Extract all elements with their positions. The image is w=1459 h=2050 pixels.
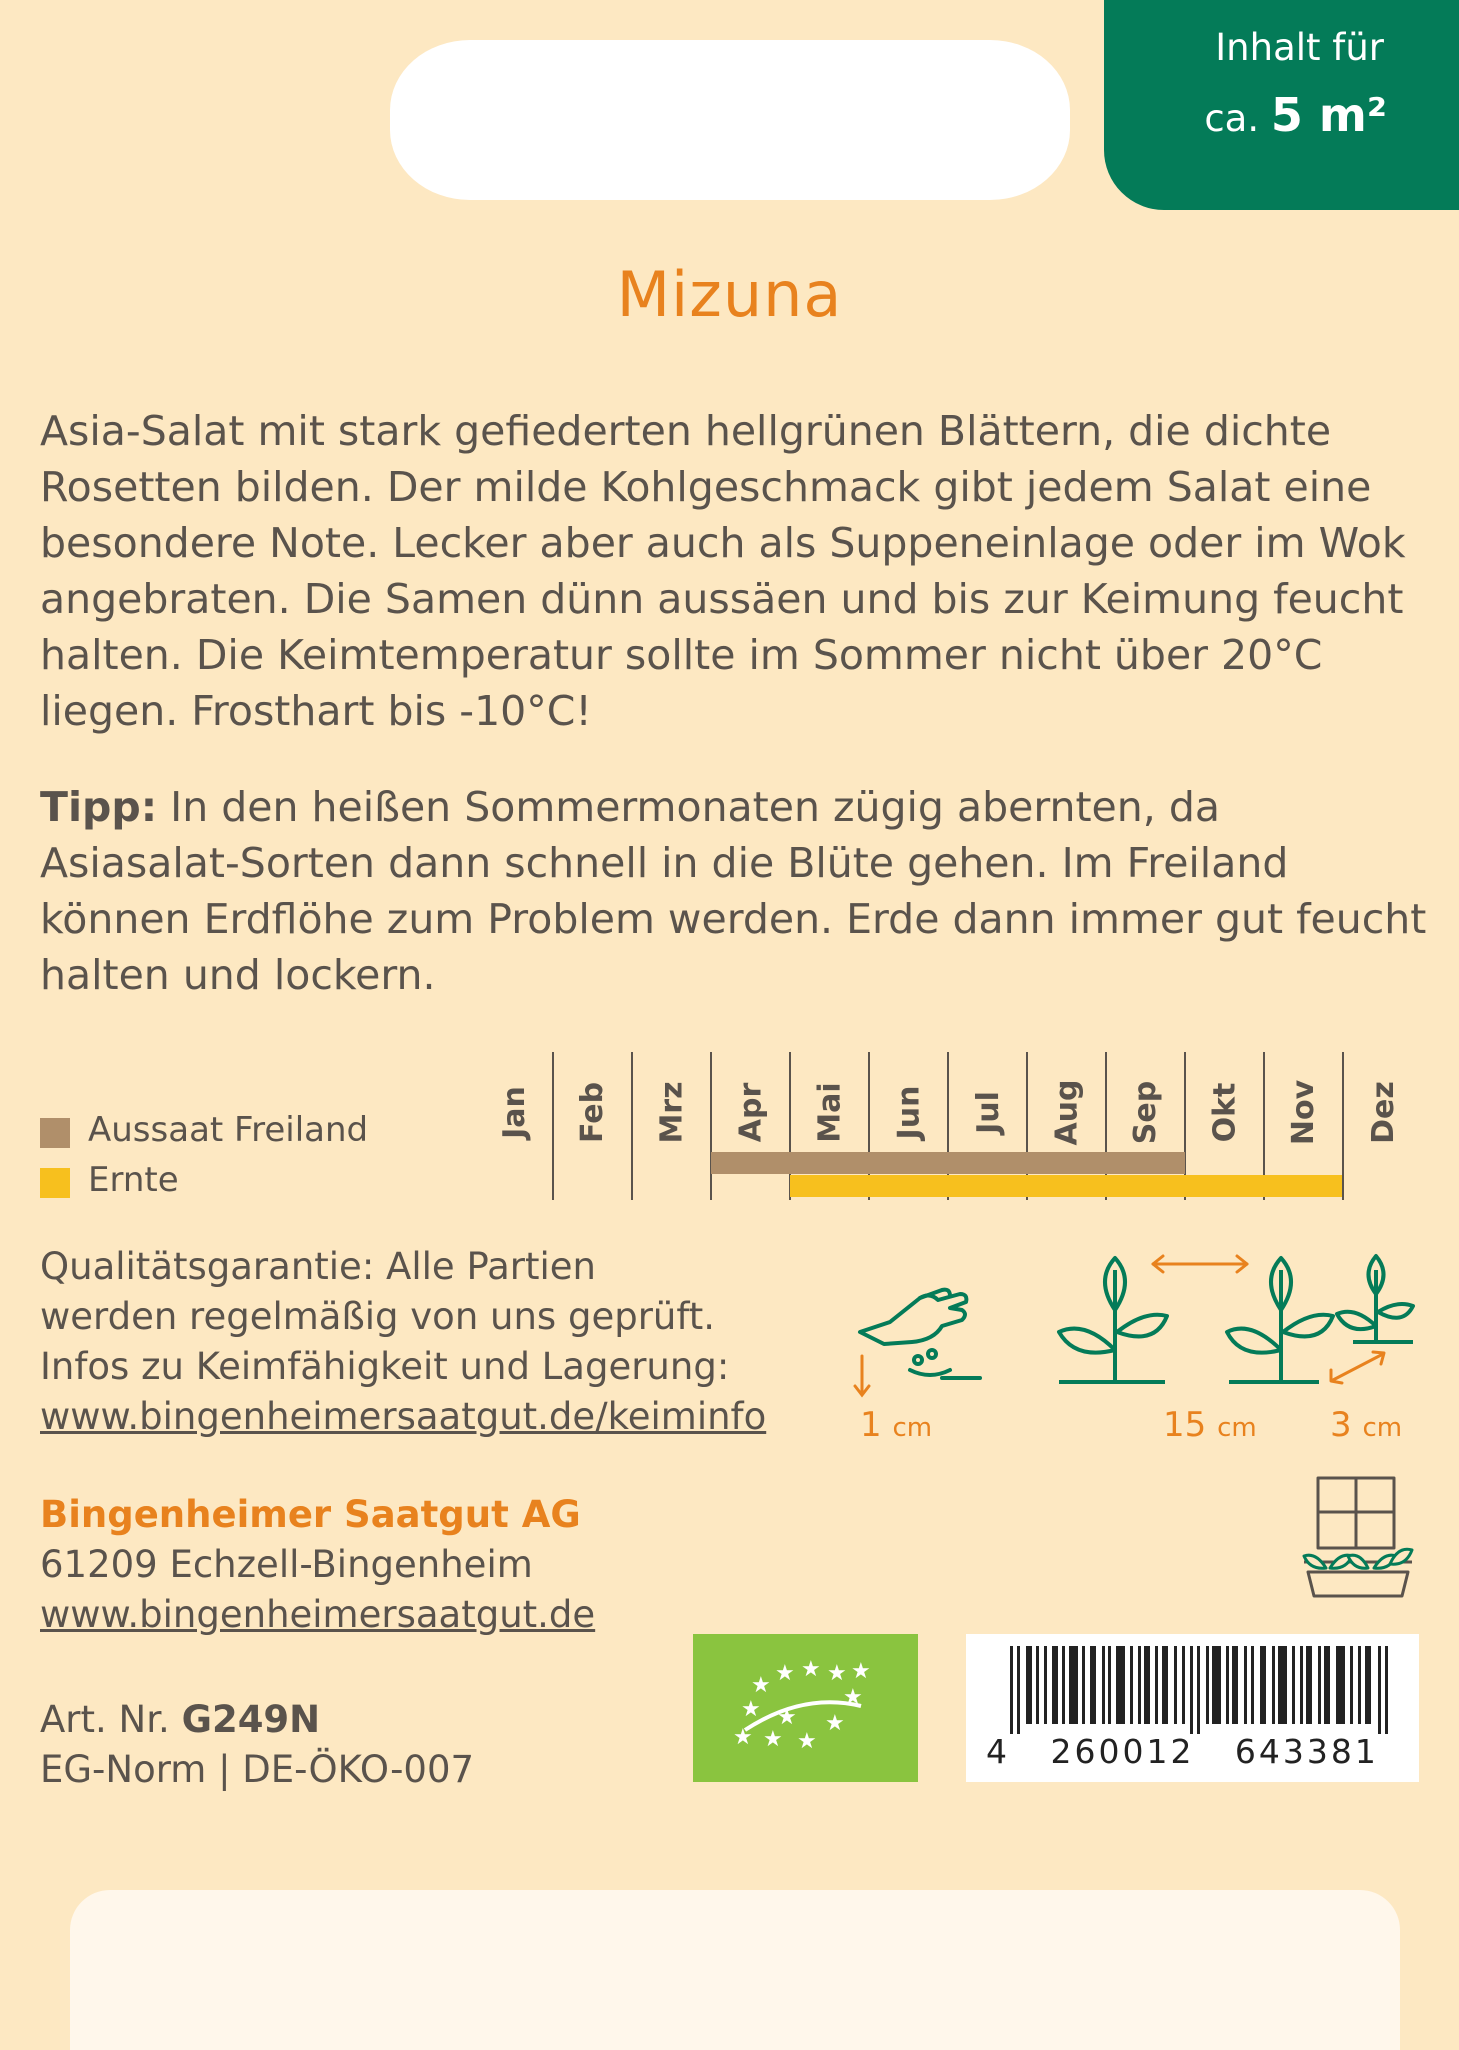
month-jul: Jul [970, 1090, 1006, 1134]
seedling-row-spacing-icon [1055, 1250, 1225, 1390]
month-divider [1342, 1052, 1344, 1200]
article-info [40, 1695, 474, 1795]
svg-text:★: ★ [843, 1685, 863, 1710]
month-mai: Mai [812, 1081, 848, 1143]
plant-spacing-measure: 3 cm [1330, 1405, 1403, 1445]
month-divider [710, 1052, 712, 1200]
badge-prefix: ca. [1204, 97, 1260, 140]
svg-text:★: ★ [741, 1697, 761, 1722]
tip-paragraph [40, 779, 1430, 1003]
barcode-bars [1010, 1646, 1395, 1734]
legend-swatch-sowing [40, 1118, 70, 1148]
depth-measure: 1 cm [860, 1405, 933, 1445]
badge-label: Inhalt für [1215, 26, 1384, 69]
sowing-hand-icon [850, 1270, 1000, 1400]
svg-text:★: ★ [801, 1657, 821, 1682]
keiminfo-link[interactable]: www.bingenheimersaatgut.de/keiminfo [40, 1395, 767, 1438]
harvest-bar [790, 1175, 1342, 1197]
article-norm: EG-Norm | DE-ÖKO-007 [40, 1748, 475, 1791]
legend-swatch-harvest [40, 1168, 70, 1198]
svg-text:★: ★ [751, 1673, 771, 1698]
quality-line: Qualitätsgarantie: Alle Partien [40, 1245, 596, 1288]
quality-line: werden regelmäßig von uns geprüft. [40, 1295, 716, 1338]
seedling-plant-spacing-icon [1223, 1250, 1423, 1390]
company-address: 61209 Echzell-Bingenheim [40, 1543, 533, 1586]
month-feb: Feb [575, 1081, 611, 1143]
month-divider [552, 1052, 554, 1200]
legend-label-harvest: Ernte [88, 1160, 179, 1200]
company-name: Bingenheimer Saatgut AG [40, 1493, 581, 1536]
article-number-line [40, 1695, 474, 1745]
legend-label-sowing: Aussaat Freiland [88, 1110, 369, 1150]
badge-value: 5 m² [1270, 88, 1387, 142]
month-jun: Jun [891, 1085, 927, 1139]
quality-line: Infos zu Keimfähigkeit und Lagerung: [40, 1345, 730, 1388]
svg-text:★: ★ [851, 1659, 871, 1684]
tip-label: Tipp: [40, 783, 158, 831]
article-number: G249N [181, 1698, 321, 1741]
svg-text:★: ★ [797, 1729, 817, 1754]
quality-info [40, 1242, 766, 1442]
barcode [966, 1634, 1419, 1782]
svg-text:★: ★ [763, 1727, 783, 1752]
product-title: Mizuna [616, 258, 843, 331]
company-website[interactable]: www.bingenheimersaatgut.de [40, 1593, 596, 1636]
svg-text:★: ★ [825, 1711, 845, 1736]
eu-leaf-stars-icon [693, 1634, 918, 1782]
month-mrz: Mrz [654, 1080, 690, 1144]
sowing-bar [711, 1152, 1185, 1174]
description: Asia-Salat mit stark gefiederten hellgrünen Blättern, die dichte Rosetten bilden. Der milde Kohlgeschmack gibt jedem Salat eine besondere Note. Lecker aber auch als Suppeneinlage oder im Wok angebraten. Die Samen dünn aussäen und bis zur Keimung feucht halten. Die Keimtemperatur sollte im Sommer nicht über 20°C liegen. Frosthart bis -10°C! [40, 407, 1406, 735]
month-sep: Sep [1128, 1080, 1164, 1144]
row-spacing-measure: 15 cm [1163, 1405, 1257, 1445]
month-nov: Nov [1286, 1079, 1322, 1145]
window-box-icon [1298, 1472, 1418, 1602]
content-badge [1104, 0, 1459, 210]
month-aug: Aug [1049, 1078, 1085, 1146]
month-divider [631, 1052, 633, 1200]
svg-text:★: ★ [775, 1661, 795, 1686]
month-okt: Okt [1207, 1082, 1243, 1142]
hang-hole [390, 40, 1070, 200]
barcode-digits: 4 260012 643381 [986, 1732, 1379, 1771]
month-apr: Apr [733, 1082, 769, 1142]
bottom-strip [70, 1890, 1400, 2050]
month-jan: Jan [496, 1085, 532, 1139]
svg-text:★: ★ [733, 1725, 753, 1750]
company-info [40, 1490, 595, 1640]
article-label: Art. Nr. [40, 1698, 170, 1741]
tip-text: In den heißen Sommermonaten zügig abernten, da Asiasalat-Sorten dann schnell in die Blüte gehen. Im Freiland können Erdflöhe zum Problem werden. Erde dann immer gut feucht halten und lockern. [40, 783, 1427, 999]
badge-amount [1204, 88, 1387, 142]
svg-text:★: ★ [777, 1705, 797, 1730]
svg-text:★: ★ [827, 1661, 847, 1686]
eu-organic-logo [693, 1634, 918, 1782]
month-dez: Dez [1365, 1080, 1401, 1144]
